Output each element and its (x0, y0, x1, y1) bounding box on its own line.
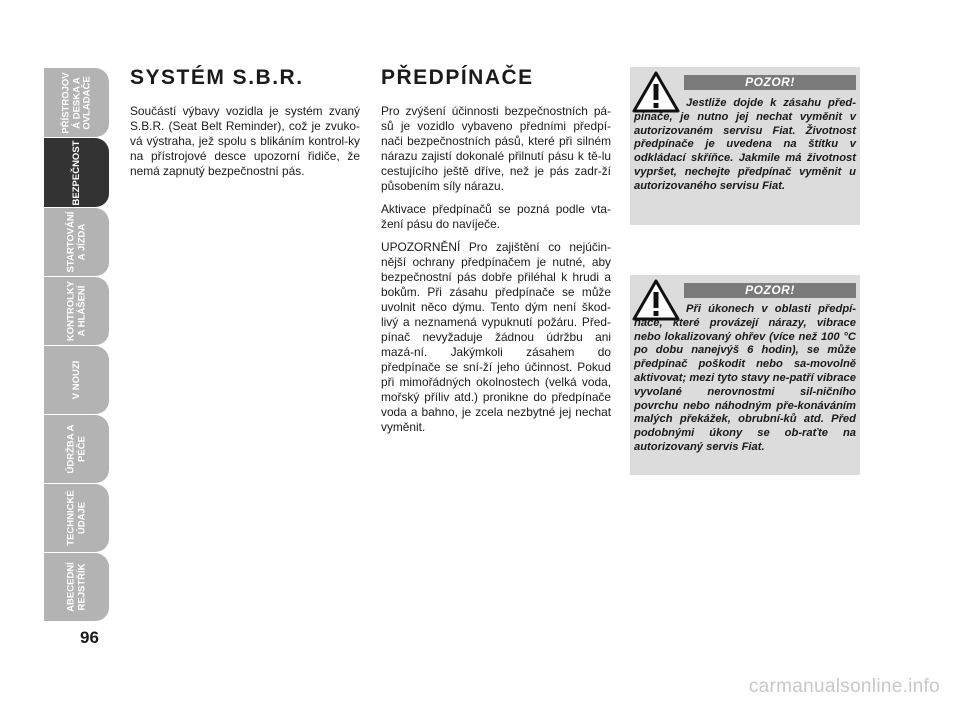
tab-label: BEZPEČNOST (70, 140, 82, 205)
tab-v-nouzi[interactable] (44, 346, 109, 415)
tab-label: V NOUZI (70, 360, 82, 400)
warning-badge: POZOR! (684, 283, 856, 298)
sbr-title: SYSTÉM S.B.R. (130, 66, 304, 89)
warning-badge: POZOR! (684, 75, 856, 90)
tab-label: ÚDRŽBA A PÉČE (65, 424, 87, 474)
pretensioners-paragraph-2: Aktivace předpínačů se pozná podle vta-žení pásu do navíječe. (381, 202, 611, 231)
tab-label: PŘÍSTROJOV Á DESKA A OVLADAČE (59, 71, 92, 134)
warning-box-2 (630, 275, 860, 475)
tab-bezpecnost[interactable] (44, 138, 109, 208)
tab-startovani[interactable] (44, 208, 109, 277)
warning-box-1 (630, 67, 860, 225)
tab-kontrolky[interactable] (44, 277, 109, 346)
pretensioners-paragraph-1: Pro zvýšení účinnosti bezpečnostních pá-sů je vozidlo vybaveno předními předpí-nači bezpečnostních pásů, které při silném nárazu zajistí dokonalé přilnutí pásu k tě-lu cestujícího ještě dříve, než je pás zadr-ží působením síly nárazu. (381, 104, 611, 193)
tab-udrzba[interactable] (44, 415, 109, 484)
tab-label: TECHNICKÉ ÚDAJE (65, 490, 87, 546)
tab-pristrojova-deska[interactable] (44, 68, 109, 138)
tab-label: STARTOVÁNÍ A JÍZDA (65, 211, 87, 273)
watermark: carmanualsonline.info (748, 676, 940, 697)
tab-label: KONTROLKY A HLÁŠENÍ (65, 280, 87, 342)
sbr-body: Součástí výbavy vozidla je systém zvaný S.B.R. (Seat Belt Reminder), což je zvuko-vá výstraha, jež spolu s blikáním kontrol-ky na přístrojové desce upozorní řidiče, že nemá zapnutý bezpečnostní pás. (130, 104, 360, 178)
pretensioners-title: PŘEDPÍNAČE (381, 66, 534, 89)
pretensioners-paragraph-3: UPOZORNĚNÍ Pro zajištění co nejúčin-nější ochrany předpínačem je nutné, aby bezpečnostní pás dobře přiléhal k hrudi a bokům. Při zásahu předpínače se může uvolnit něco dýmu. Tento dým není škod-livý a neznamená vypuknutí požáru. Před-pínač nevyžaduje žádnou údržbu ani mazá-ní. Jakýmkoli zásahem do předpínače se sní-ží jeho účinnost. Pokud při mimořádných okolnostech (velká voda, mořský příliv atd.) pronikne do předpínače voda a bahno, je zcela nezbytné jej nechat vyměnit. (381, 240, 611, 434)
tab-abecedni-rejstrik[interactable] (44, 553, 109, 622)
tab-label: ABECEDNÍ REJSTŘÍK (65, 562, 87, 612)
tab-technicke-udaje[interactable] (44, 484, 109, 553)
warning-text: Při úkonech v oblasti předpí-nače, které provázejí nárazy, vibrace nebo lokalizovaný ohřev (více než 100 °C po dobu nanejvýš 6 hodin), se může předpínač poškodit nebo sa-movolně aktivovat; mezi tyto stavy ne-patří vibrace vyvolané nerovnostmi sil-ničního povrchu nebo náhodným pře-konáváním malých překážek, obrubní-ků atd. Před podobnými úkony se ob-raťte na autorizovaný servis Fiat. (634, 303, 856, 453)
page-number: 96 (80, 628, 99, 647)
warning-text: Jestliže dojde k zásahu před-pínače, je nutno jej nechat vyměnit v autorizovaném servisu Fiat. Životnost předpínače je uvedena na štítku v odkládací skříňce. Jakmile má životnost vypršet, nechejte předpínač vyměnit u autorizovaného servisu Fiat. (634, 97, 856, 192)
